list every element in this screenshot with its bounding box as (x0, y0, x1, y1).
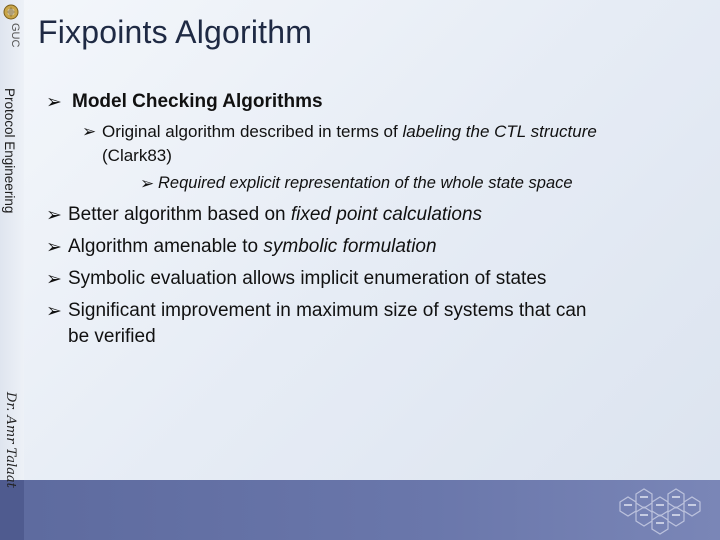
logo-text: GUC (9, 23, 21, 48)
bullet-better-emphasis: fixed point calculations (290, 204, 483, 225)
arrow-bullet-icon: ➢ (46, 301, 62, 322)
bullet-original-emphasis: labeling the CTL structure (402, 122, 597, 141)
bullet-model-checking: Model Checking Algorithms (72, 91, 323, 112)
bullet-amenable-text: Algorithm amenable to (68, 236, 264, 257)
bullet-better-text: Better algorithm based on (68, 204, 291, 225)
arrow-bullet-icon: ➢ (82, 122, 97, 141)
hexagon-decoration-icon (610, 482, 718, 538)
arrow-bullet-icon: ➢ (46, 92, 62, 113)
bullet-amenable (68, 236, 437, 258)
bullet-original-text: Original algorithm described in terms of (102, 122, 403, 141)
bullet-symbolic-evaluation: Symbolic evaluation allows implicit enumeration of states (68, 268, 547, 289)
author-label: Dr. Amr Talaat (3, 392, 18, 488)
arrow-bullet-icon: ➢ (46, 205, 62, 226)
bullet-amenable-emphasis: symbolic formulation (263, 236, 437, 257)
bottom-left-block (0, 480, 24, 540)
arrow-bullet-icon: ➢ (140, 174, 155, 193)
course-label: Protocol Engineering (2, 88, 17, 214)
bullet-original-algorithm (102, 122, 597, 142)
arrow-bullet-icon: ➢ (46, 237, 62, 258)
bullet-significant-improvement: Significant improvement in maximum size of systems that can (68, 300, 587, 321)
bullet-significant-line2: be verified (68, 326, 156, 347)
guc-logo-icon (2, 2, 22, 56)
slide-title: Fixpoints Algorithm (38, 14, 313, 50)
arrow-bullet-icon: ➢ (46, 269, 62, 290)
bullet-better-algorithm (68, 204, 482, 226)
bullet-original-line2: (Clark83) (102, 146, 172, 165)
bullet-required-explicit: Required explicit representation of the whole state space (158, 174, 573, 192)
